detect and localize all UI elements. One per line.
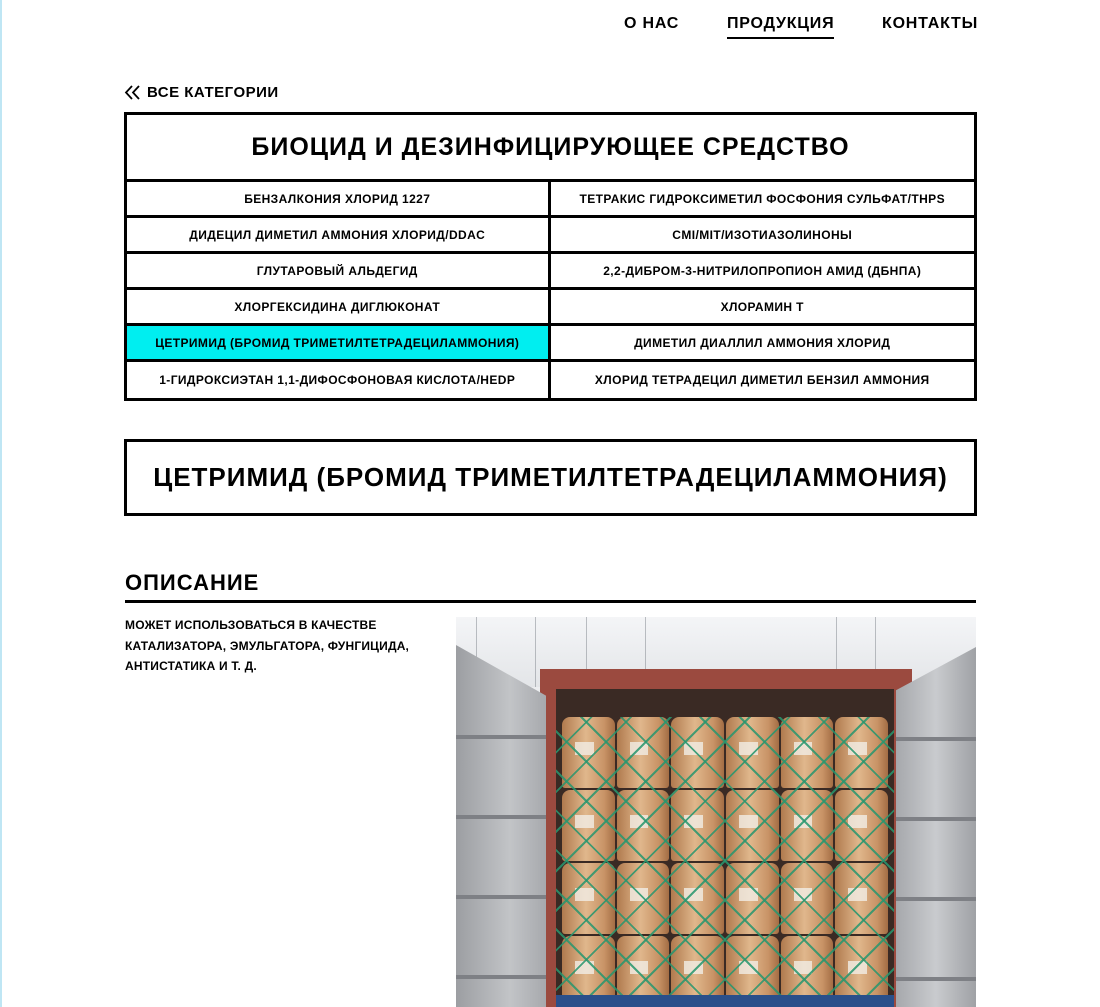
category-item[interactable]: 1-ГИДРОКСИЭТАН 1,1-ДИФОСФОНОВАЯ КИСЛОТА/HEDP (127, 362, 551, 398)
nav-contacts-link[interactable]: КОНТАКТЫ (882, 15, 979, 32)
nav-products-link[interactable]: ПРОДУКЦИЯ (727, 14, 834, 39)
category-title: БИОЦИД И ДЕЗИНФИЦИРУЮЩЕЕ СРЕДСТВО (127, 115, 974, 182)
product-photo (456, 617, 976, 1007)
category-item[interactable]: ХЛОРГЕКСИДИНА ДИГЛЮКОНАТ (127, 290, 551, 326)
category-item[interactable]: БЕНЗАЛКОНИЯ ХЛОРИД 1227 (127, 182, 551, 218)
double-chevron-left-icon (124, 84, 141, 101)
category-item[interactable]: ХЛОРИД ТЕТРАДЕЦИЛ ДИМЕТИЛ БЕНЗИЛ АММОНИЯ (594, 373, 930, 387)
product-title: ЦЕТРИМИД (БРОМИД ТРИМЕТИЛТЕТРАДЕЦИЛАММОНИЯ) (124, 439, 977, 516)
back-to-categories-link[interactable] (124, 84, 279, 101)
category-item[interactable]: ДИДЕЦИЛ ДИМЕТИЛ АММОНИЯ ХЛОРИД/DDAC (127, 218, 551, 254)
category-item-active[interactable]: ЦЕТРИМИД (БРОМИД ТРИМЕТИЛТЕТРАДЕЦИЛАММОНИЯ) (127, 326, 551, 362)
category-item[interactable]: ДИМЕТИЛ ДИАЛЛИЛ АММОНИЯ ХЛОРИД (551, 326, 975, 362)
container-door-left (456, 645, 546, 1007)
nav-about-link[interactable]: О НАС (624, 15, 680, 32)
category-item[interactable]: ХЛОРАМИН Т (551, 290, 975, 326)
top-nav (0, 14, 1100, 44)
category-item[interactable]: 2,2-ДИБРОМ-3-НИТРИЛОПРОПИОН АМИД (ДБНПА) (551, 254, 975, 290)
description-text: МОЖЕТ ИСПОЛЬЗОВАТЬСЯ В КАЧЕСТВЕ КАТАЛИЗАТОРА, ЭМУЛЬГАТОРА, ФУНГИЦИДА, АНТИСТАТИКА И Т. Д. (125, 618, 410, 673)
category-item[interactable]: ГЛУТАРОВЫЙ АЛЬДЕГИД (127, 254, 551, 290)
pallet (556, 995, 894, 1007)
description-heading: ОПИСАНИЕ (125, 570, 260, 595)
category-item[interactable]: ТЕТРАКИС ГИДРОКСИМЕТИЛ ФОСФОНИЯ СУЛЬФАТ/THPS (551, 182, 975, 218)
back-link-label: ВСЕ КАТЕГОРИИ (147, 84, 279, 101)
category-grid (127, 182, 974, 398)
category-item[interactable]: CMI/MIT/ИЗОТИАЗОЛИНОНЫ (551, 218, 975, 254)
cargo-net (556, 717, 894, 1007)
container-door-right (896, 647, 976, 1007)
category-table (124, 112, 977, 401)
description-divider (125, 600, 976, 603)
page-edge-line (0, 0, 2, 1007)
